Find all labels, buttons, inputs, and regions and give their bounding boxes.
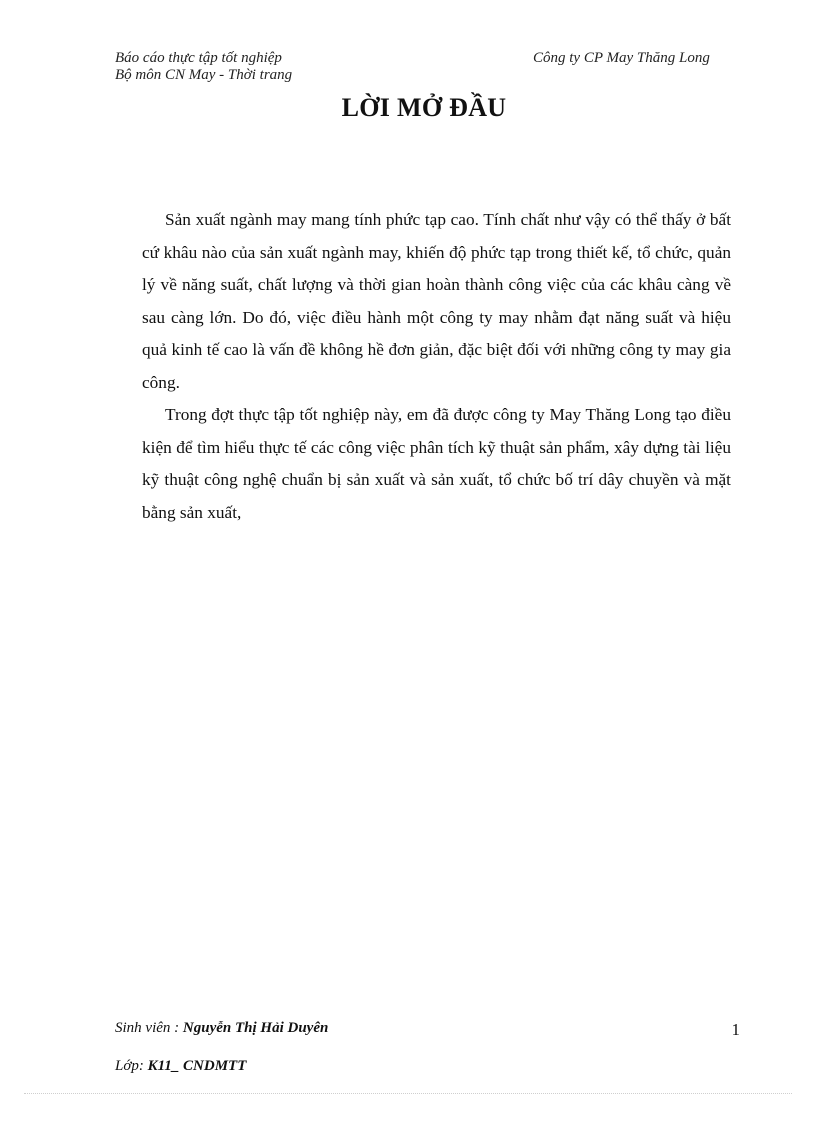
company-name: Công ty CP May Thăng Long: [533, 50, 710, 66]
page-title: LỜI MỞ ĐẦU: [341, 93, 507, 122]
class-label: Lớp:: [115, 1058, 148, 1074]
page-number: 1: [731, 1020, 740, 1039]
body-text: [142, 204, 731, 529]
department-name: Bộ môn CN May - Thời trang: [115, 67, 293, 83]
class-value: K11_ CNDMTT: [147, 1058, 247, 1074]
page-footer: [115, 1020, 740, 1075]
report-title: Báo cáo thực tập tốt nghiệp: [115, 50, 282, 66]
footer-class-row: [115, 1058, 740, 1075]
bottom-divider: [24, 1093, 792, 1094]
footer-student-row: [115, 1020, 740, 1040]
student-label: Sinh viên :: [115, 1020, 183, 1036]
student-name: Nguyễn Thị Hải Duyên: [182, 1020, 329, 1036]
paragraph-2: Trong đợt thực tập tốt nghiệp này, em đã được công ty May Thăng Long tạo điều kiện để tìm hiểu thực tế các công việc phân tích kỹ thuật sản phẩm, xây dựng tài liệu kỹ thuật công nghệ chuẩn bị sản xuất và sản xuất, tổ chức bố trí dây chuyền và mặt bằng sản xuất,: [142, 405, 731, 522]
header-left: [115, 50, 292, 84]
paragraph-1: Sản xuất ngành may mang tính phức tạp cao. Tính chất như vậy có thể thấy ở bất cứ khâu nào của sản xuất ngành may, khiến độ phức tạp trong thiết kế, tổ chức, quản lý về năng suất, chất lượng và thời gian hoàn thành công việc của các khâu càng về sau càng lớn. Do đó, việc điều hành một công ty may nhằm đạt năng suất và hiệu quả kinh tế cao là vấn đề không hề đơn giản, đặc biệt đối với những công ty may gia công.: [142, 210, 731, 392]
